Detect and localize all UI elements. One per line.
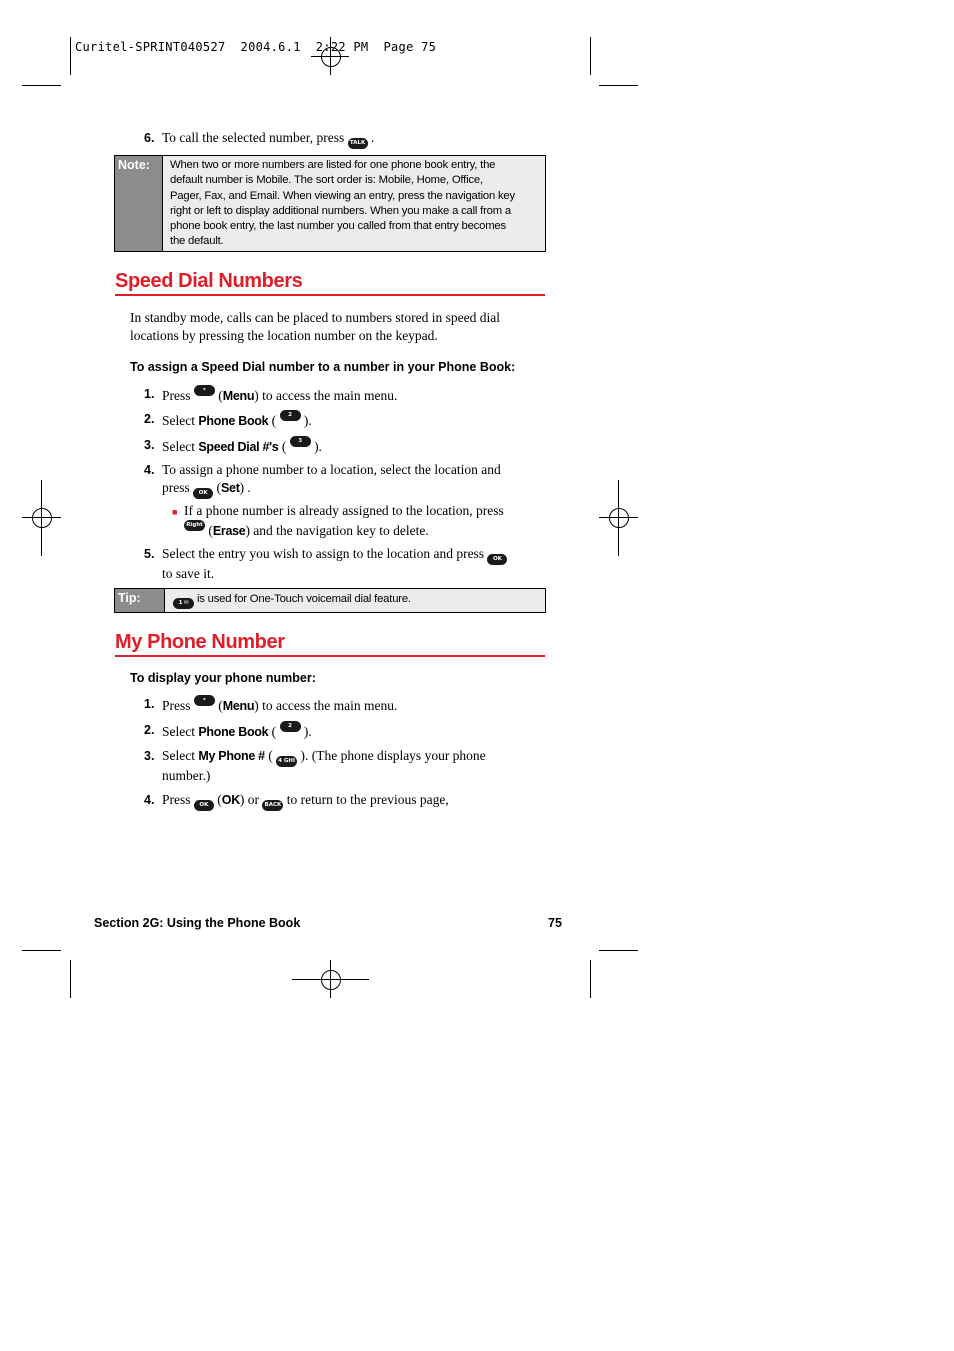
left-softkey-icon: • Left	[194, 695, 215, 706]
key-4-icon: 4 GHI	[276, 756, 297, 767]
note-text: When two or more numbers are listed for one phone book entry, the default number is Mobile. The sort order is: Mobile, Home, Office, Pager, Fax, and Email. When viewing an entry, press the navigation key right or left to display additional numbers. When you make a call from a phone book entry, the last number you called from that entry becomes the default.	[170, 159, 515, 248]
key-3-icon: 3 DEF	[290, 436, 311, 447]
crop-mark	[22, 85, 61, 86]
ok-key-icon: OK	[193, 488, 213, 499]
speed-dial-step-4-bullet: ■ If a phone number is already assigned to the location, press Right • (Erase) and the navigation key to delete.	[172, 503, 504, 539]
my-phone-subheading: To display your phone number:	[130, 671, 316, 685]
note-label: Note:	[115, 156, 163, 251]
speed-dial-intro: In standby mode, calls can be placed to numbers stored in speed dial locations by pressing the location number on the keypad.	[130, 310, 501, 343]
crop-mark	[22, 950, 61, 951]
speed-dial-subheading: To assign a Speed Dial number to a number in your Phone Book:	[130, 360, 516, 374]
left-softkey-icon: • Left	[194, 385, 215, 396]
talk-key-icon: TALK	[348, 138, 368, 149]
step-number: 6.	[144, 131, 155, 145]
tip-box	[114, 588, 546, 613]
right-softkey-icon: Right •	[184, 520, 205, 531]
page-number: 75	[548, 916, 562, 930]
back-key-icon: BACK	[262, 800, 283, 811]
tip-text: 1 ✉ is used for One-Touch voicemail dial feature.	[173, 592, 543, 609]
note-box	[114, 155, 546, 252]
ok-key-icon: OK	[194, 800, 214, 811]
key-1-voicemail-icon: 1 ✉	[173, 598, 194, 609]
tip-label: Tip:	[115, 589, 165, 612]
crop-mark	[70, 37, 71, 75]
bullet-icon: ■	[172, 507, 178, 517]
ok-key-icon: OK	[487, 554, 507, 565]
key-2-icon: 2 ABC	[280, 721, 301, 732]
key-2-icon: 2 ABC	[280, 410, 301, 421]
section-heading-speed-dial: Speed Dial Numbers	[115, 270, 545, 296]
crop-mark	[599, 950, 638, 951]
registration-mark	[32, 508, 52, 528]
crop-mark	[599, 85, 638, 86]
crop-mark	[70, 960, 71, 998]
crop-mark	[590, 37, 591, 75]
footer-section-title: Section 2G: Using the Phone Book	[94, 916, 301, 930]
registration-mark	[321, 970, 341, 990]
section-heading-my-phone-number: My Phone Number	[115, 631, 545, 657]
print-slug: Curitel-SPRINT040527 2004.6.1 2:22 PM Page 75	[75, 40, 437, 54]
step-text: To call the selected number, press	[162, 130, 345, 145]
registration-mark	[609, 508, 629, 528]
crop-mark	[590, 960, 591, 998]
